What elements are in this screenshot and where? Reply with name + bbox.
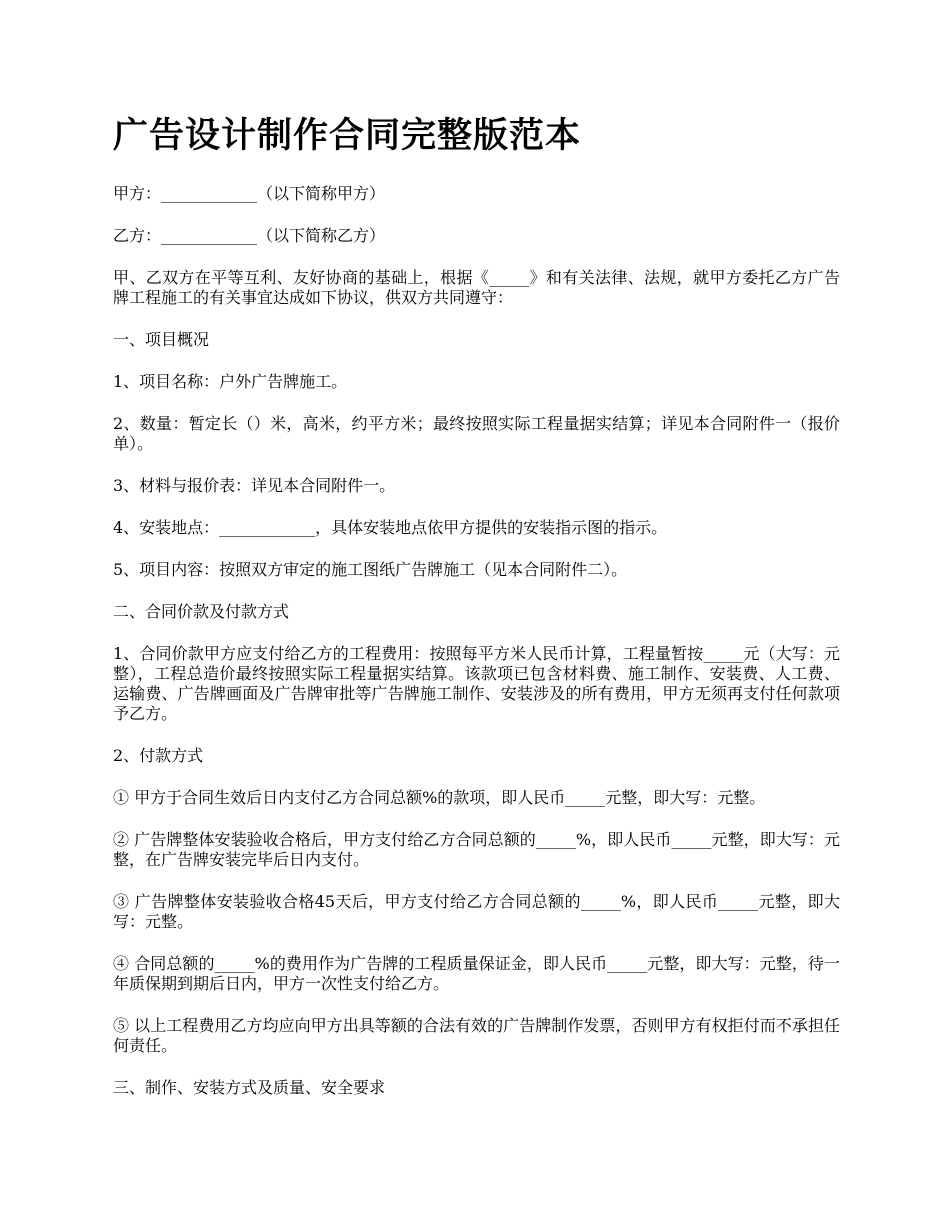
party-b-line: 乙方：____________（以下简称乙方） [113, 226, 386, 245]
document-title: 广告设计制作合同完整版范本 [113, 116, 582, 156]
section-heading-project-overview: 一、项目概况 [113, 330, 210, 349]
clause-payment-method: 2、付款方式 [113, 746, 204, 765]
payment-item-1: ① 甲方于合同生效后日内支付乙方合同总额%的款项，即人民币_____元整，即大写：元整。 [113, 788, 766, 807]
payment-item-2: ② 广告牌整体安装验收合格后，甲方支付给乙方合同总额的_____%，即人民币_____元整，即大写：元整，在广告牌安装完毕后日内支付。 [113, 830, 840, 869]
clause-contract-price: 1、合同价款甲方应支付给乙方的工程费用：按照每平方米人民币计算，工程量暂按_____元（大写：元整），工程总造价最终按照实际工程量据实结算。该款项已包含材料费、施工制作、安装费、人工费、运输费、广告牌画面及广告牌审批等广告牌施工制作、安装涉及的所有费用，甲方无须再支付任何款项予乙方。 [113, 644, 840, 723]
clause-project-content: 5、项目内容：按照双方审定的施工图纸广告牌施工（见本合同附件二）。 [113, 560, 628, 579]
party-a-line: 甲方：____________（以下简称甲方） [113, 184, 386, 203]
clause-project-name: 1、项目名称：户外广告牌施工。 [113, 372, 348, 391]
preamble-paragraph: 甲、乙双方在平等互利、友好协商的基础上，根据《_____》和有关法律、法规，就甲方委托乙方广告牌工程施工的有关事宜达成如下协议，供双方共同遵守： [113, 268, 840, 307]
clause-quantity: 2、数量：暂定长（）米，高米，约平方米；最终按照实际工程量据实结算；详见本合同附件一（报价单）。 [113, 414, 840, 453]
payment-item-3: ③ 广告牌整体安装验收合格45天后，甲方支付给乙方合同总额的_____%，即人民币_____元整，即大写：元整。 [113, 892, 840, 931]
payment-item-5: ⑤ 以上工程费用乙方均应向甲方出具等额的合法有效的广告牌制作发票，否则甲方有权拒付而不承担任何责任。 [113, 1016, 840, 1055]
section-heading-price-payment: 二、合同价款及付款方式 [113, 602, 290, 621]
clause-installation-site: 4、安装地点：____________，具体安装地点依甲方提供的安装指示图的指示。 [113, 518, 668, 537]
payment-item-4: ④ 合同总额的_____%的费用作为广告牌的工程质量保证金，即人民币_____元整，即大写：元整，待一年质保期到期后日内，甲方一次性支付给乙方。 [113, 954, 840, 993]
clause-materials-quote: 3、材料与报价表：详见本合同附件一。 [113, 476, 396, 495]
section-heading-production-installation: 三、制作、安装方式及质量、安全要求 [113, 1078, 386, 1097]
